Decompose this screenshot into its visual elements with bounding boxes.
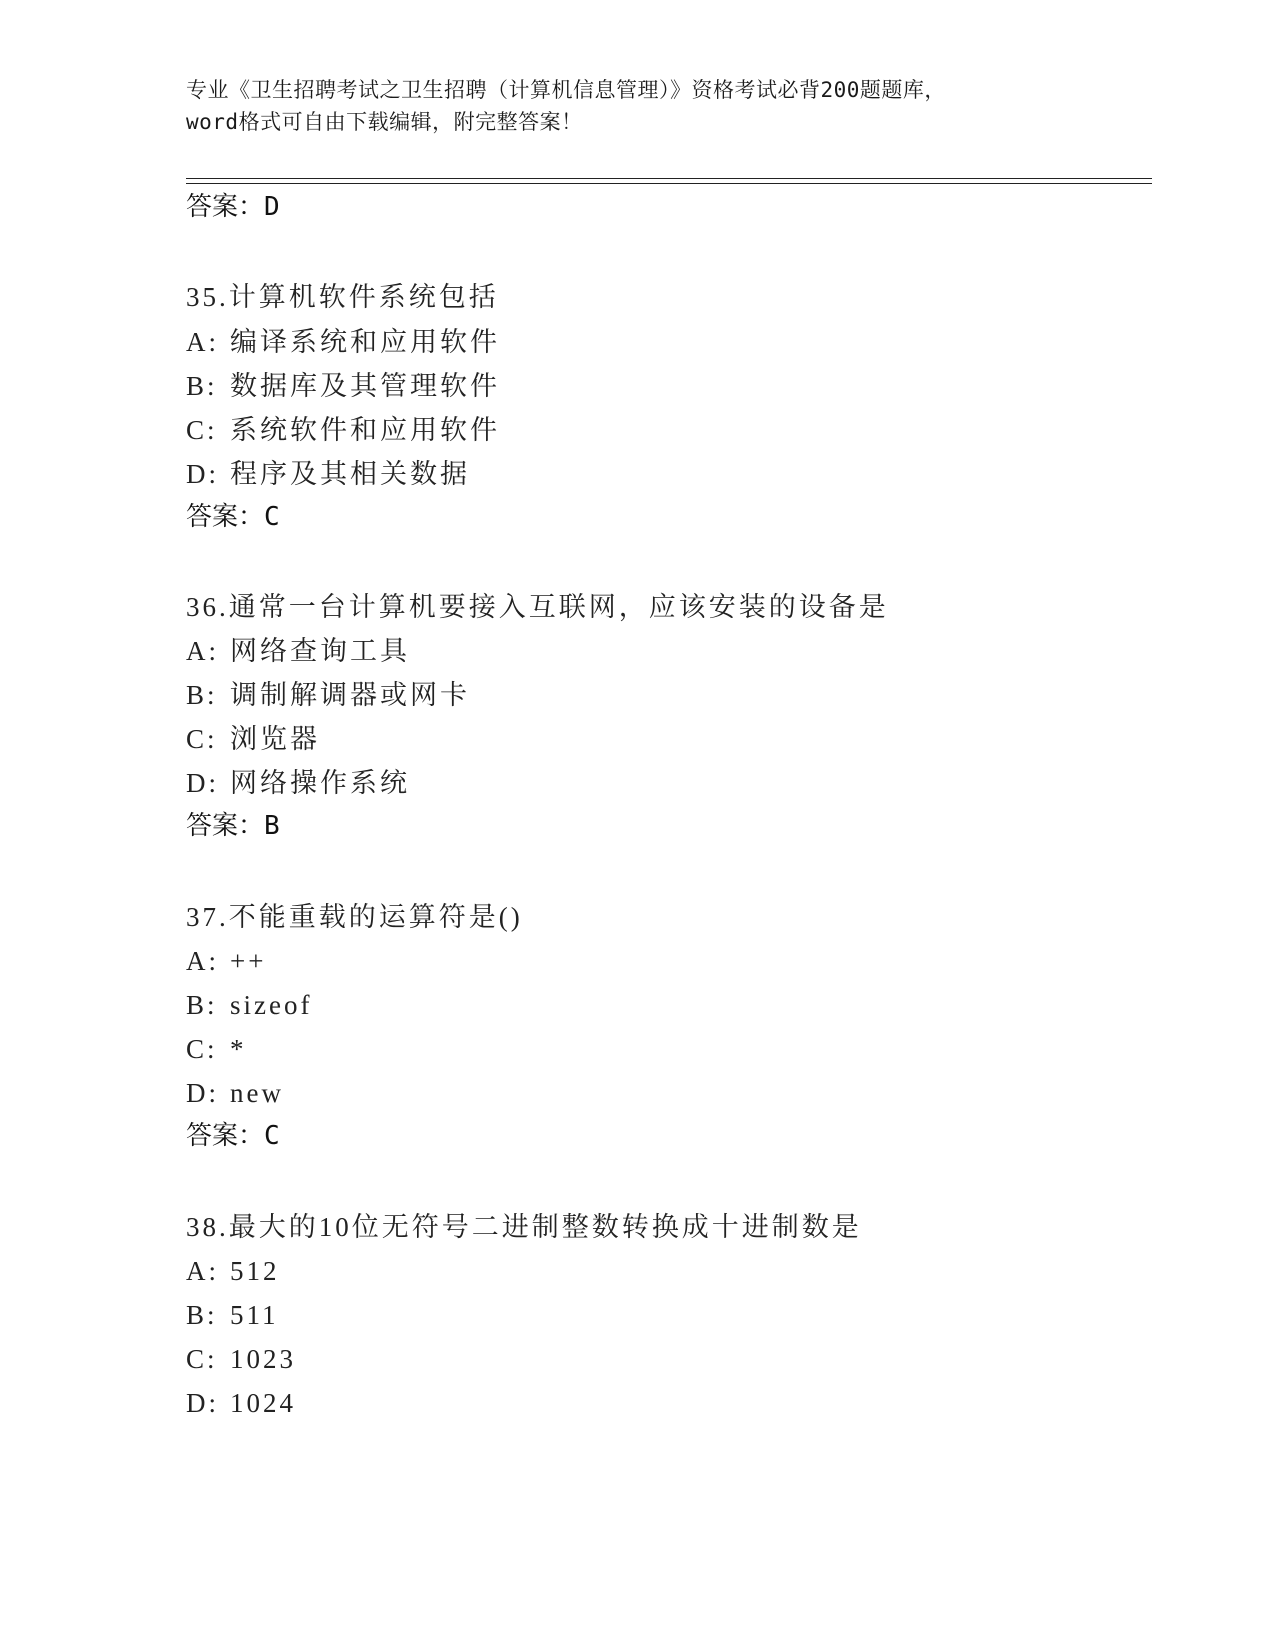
option-c (186, 722, 320, 756)
option-d (186, 1386, 296, 1420)
option-text: sizeof (230, 990, 313, 1020)
option-c (186, 1342, 296, 1376)
option-letter: D: (186, 1388, 219, 1418)
option-letter: A: (186, 636, 219, 666)
document-header (186, 74, 1066, 138)
option-text: 512 (230, 1256, 280, 1286)
option-letter: B: (186, 680, 218, 710)
header-divider-top (186, 178, 1152, 179)
question-stem: 38.最大的10位无符号二进制整数转换成十进制数是 (186, 1212, 862, 1242)
header-divider-bottom (186, 183, 1152, 184)
question-stem: 37.不能重载的运算符是() (186, 902, 523, 932)
question-stem: 36.通常一台计算机要接入互联网，应该安装的设备是 (186, 592, 889, 622)
option-letter: D: (186, 1078, 219, 1108)
option-text: new (230, 1078, 284, 1108)
option-letter: B: (186, 371, 218, 401)
option-c (186, 1032, 247, 1066)
option-text: 浏览器 (230, 724, 320, 754)
option-a (186, 325, 500, 359)
option-letter: B: (186, 990, 218, 1020)
option-text: 511 (230, 1300, 279, 1330)
option-b (186, 1298, 279, 1332)
answer: 答案：B (186, 811, 280, 841)
header-line-2: word格式可自由下载编辑，附完整答案！ (186, 110, 583, 134)
header-line-1: 专业《卫生招聘考试之卫生招聘（计算机信息管理）》资格考试必背200题题库， (186, 78, 946, 102)
option-d (186, 457, 470, 491)
option-letter: C: (186, 415, 218, 445)
option-a (186, 1254, 280, 1288)
option-d (186, 1076, 284, 1110)
question-stem: 35.计算机软件系统包括 (186, 282, 499, 312)
option-b (186, 369, 500, 403)
option-text: ++ (230, 946, 267, 976)
option-text: 编译系统和应用软件 (230, 327, 500, 357)
option-letter: D: (186, 768, 219, 798)
option-letter: A: (186, 946, 219, 976)
option-b (186, 678, 470, 712)
option-text: 数据库及其管理软件 (230, 371, 500, 401)
option-letter: A: (186, 327, 219, 357)
option-text: * (230, 1034, 247, 1064)
option-a (186, 634, 410, 668)
answer: 答案：C (186, 1121, 280, 1151)
option-letter: C: (186, 1344, 218, 1374)
option-letter: B: (186, 1300, 218, 1330)
answer: 答案：C (186, 502, 280, 532)
option-b (186, 988, 312, 1022)
option-letter: A: (186, 1256, 219, 1286)
option-d (186, 766, 410, 800)
option-text: 1024 (230, 1388, 296, 1418)
option-letter: D: (186, 459, 219, 489)
option-letter: C: (186, 1034, 218, 1064)
option-text: 网络查询工具 (230, 636, 410, 666)
answer-previous: 答案：D (186, 192, 280, 222)
option-a (186, 944, 266, 978)
option-text: 程序及其相关数据 (230, 459, 470, 489)
option-c (186, 413, 500, 447)
option-letter: C: (186, 724, 218, 754)
option-text: 网络操作系统 (230, 768, 410, 798)
option-text: 1023 (230, 1344, 296, 1374)
option-text: 系统软件和应用软件 (230, 415, 500, 445)
option-text: 调制解调器或网卡 (230, 680, 470, 710)
